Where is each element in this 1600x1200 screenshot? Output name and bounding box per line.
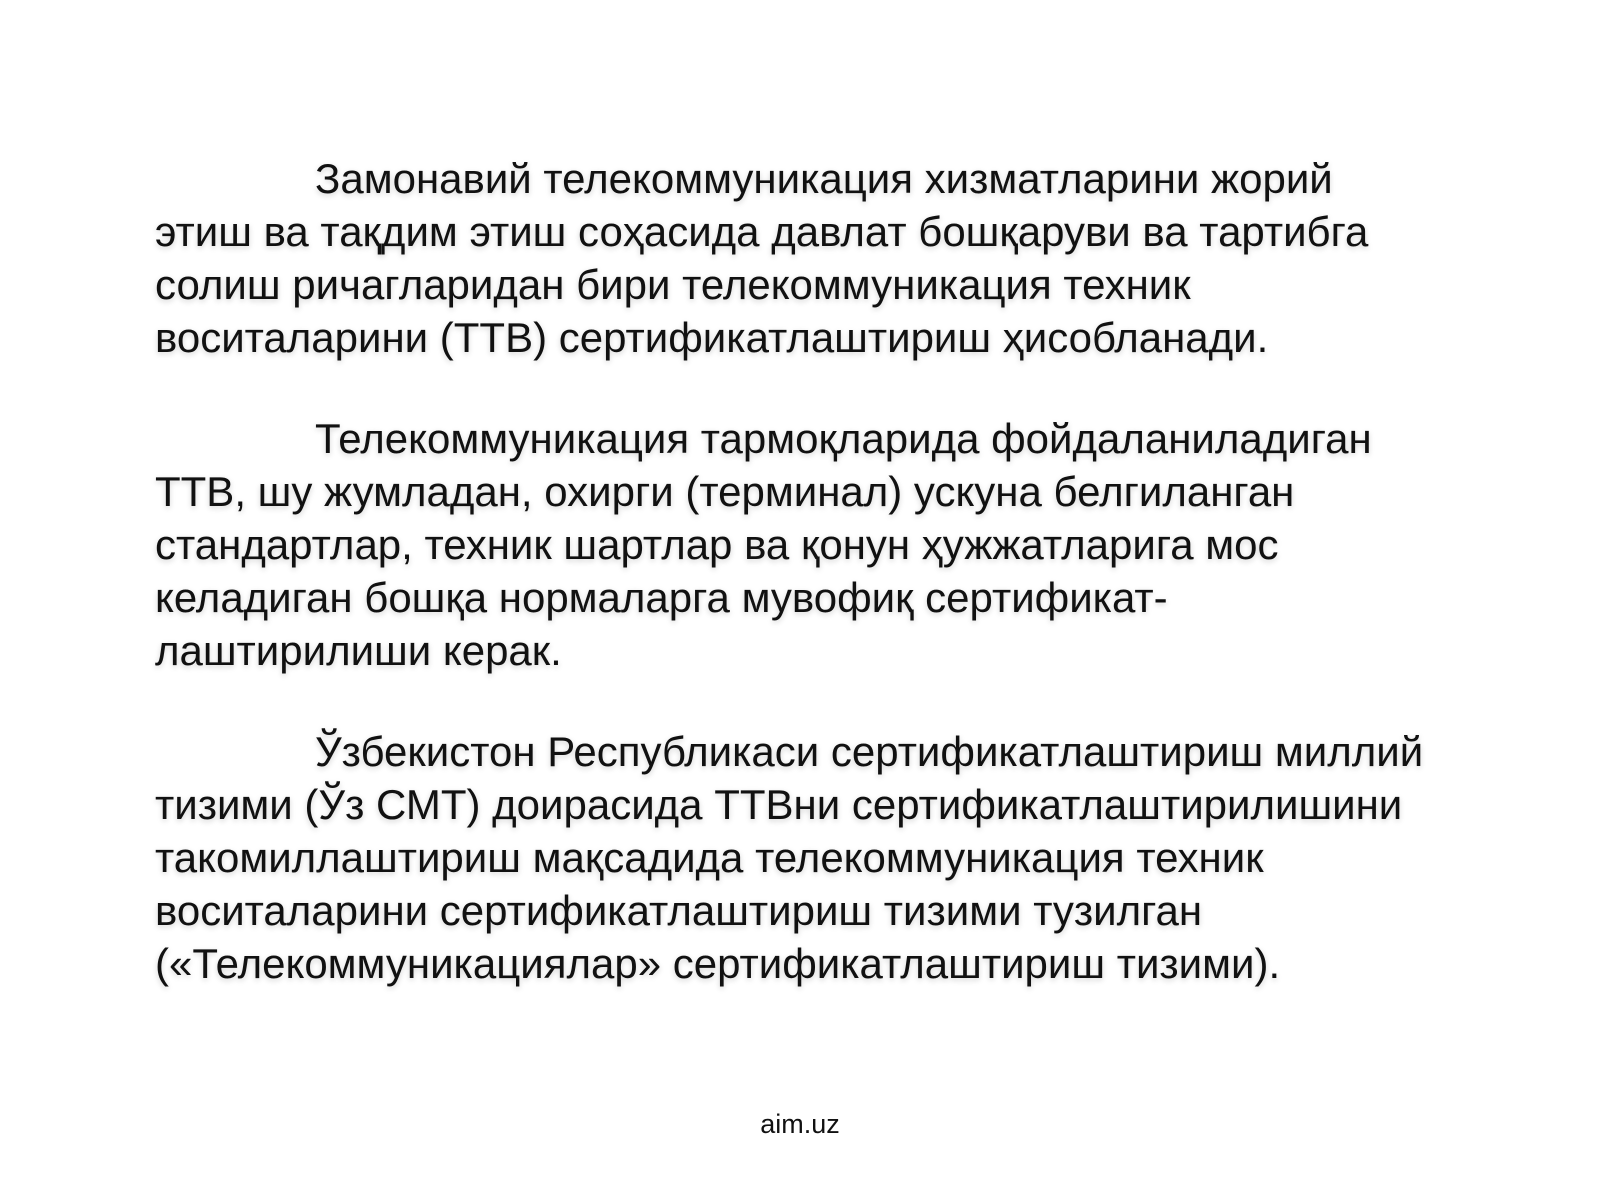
paragraph-line: этиш ва тақдим этиш соҳасида давлат бошқаруви ва тартибга: [155, 208, 1369, 255]
paragraph-2: [155, 412, 1485, 677]
paragraph-line: тизими (Ўз СМТ) доирасида ТТВни сертификатлаштирилишини: [155, 781, 1403, 828]
paragraph-line: Телекоммуникация тармоқларида фойдаланиладиган: [315, 415, 1372, 462]
paragraph-3: [155, 725, 1485, 990]
paragraph-line: Замонавий телекоммуникация хизматларини жорий: [315, 155, 1333, 202]
paragraph-line: стандартлар, техник шартлар ва қонун ҳужжатларига мос: [155, 521, 1279, 568]
paragraph-line: солиш ричагларидан бири телекоммуникация техник: [155, 261, 1191, 308]
paragraph-line: воситаларини сертификатлаштириш тизими тузилган: [155, 887, 1203, 934]
footer-site-name: aim.uz: [760, 1109, 840, 1139]
paragraph-line: ТТВ, шу жумладан, охирги (терминал) ускуна белгиланган: [155, 468, 1295, 515]
paragraph-line: («Телекоммуникациялар» сертификатлаштириш тизими).: [155, 940, 1281, 987]
paragraph-line: воситаларини (ТТВ) сертификатлаштириш ҳисобланади.: [155, 314, 1269, 361]
paragraph-line: лаштирилиши керак.: [155, 627, 562, 674]
paragraph-line: Ўзбекистон Республикаси сертификатлаштириш миллий: [315, 728, 1424, 775]
paragraph-line: келадиган бошқа нормаларга мувофиқ сертификат-: [155, 574, 1168, 621]
paragraph-1: [155, 152, 1485, 364]
body-text: [155, 152, 1485, 990]
paragraph-line: такомиллаштириш мақсадида телекоммуникация техник: [155, 834, 1264, 881]
